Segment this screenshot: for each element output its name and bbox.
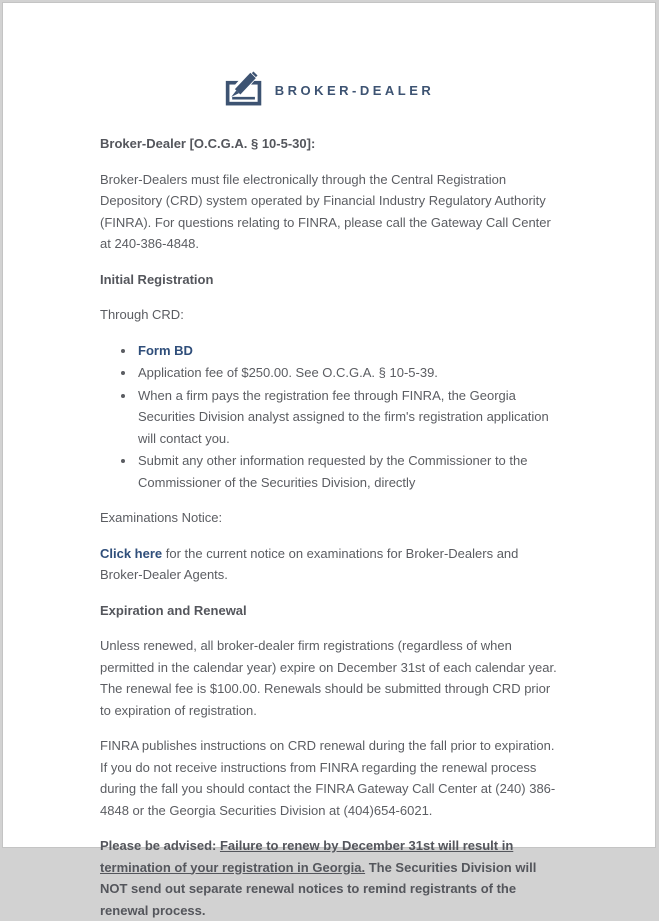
- examinations-notice-paragraph: [100, 543, 558, 586]
- examinations-notice-label: Examinations Notice:: [100, 510, 223, 525]
- renewal-paragraph: Unless renewed, all broker-dealer firm registrations (regardless of when permitted in the calendar year) expire on December 31st of each calendar year. The renewal fee is $100.00. Renewals should be submitted through CRD prior to expiration of registration.: [100, 638, 557, 718]
- advisory-paragraph: [100, 835, 558, 921]
- list-item-fee-payment-contact: [136, 385, 558, 450]
- list-item-label: Submit any other information requested by the Commissioner to the Commissioner of the Securities Division, directly: [138, 453, 528, 490]
- click-here-link[interactable]: Click here: [100, 545, 163, 561]
- list-item-submit-other-information: [136, 450, 558, 493]
- advisory-rest: The Securities Division will NOT send out separate renewal notices to remind registrants of the renewal process.: [100, 859, 537, 918]
- finra-instructions-paragraph: FINRA publishes instructions on CRD renewal during the fall prior to expiration. If you do not receive instructions from FINRA regarding the renewal process during the fall you should contact the FINRA Gateway Call Center at (240) 386-4848 or the Georgia Securities Division at (404)654-6021.: [100, 738, 556, 818]
- logo-wordmark: BROKER-DEALER: [274, 82, 435, 98]
- list-item-form-bd: [136, 340, 558, 362]
- heading-initial-registration: Initial Registration: [100, 271, 214, 287]
- crd-requirements-list: [100, 340, 558, 494]
- list-item-label: Application fee of $250.00. See O.C.G.A. § 10-5-39.: [138, 365, 438, 380]
- advisory-underlined-warning: Failure to renew by December 31st will result in termination of your registration in Georgia.: [100, 838, 514, 875]
- examinations-notice-rest: for the current notice on examinations for Broker-Dealers and Broker-Dealer Agents.: [100, 545, 519, 582]
- document-page: [2, 2, 656, 918]
- document-body: [100, 133, 558, 921]
- advisory-lead: Please be advised:: [100, 838, 220, 853]
- list-item-label: When a firm pays the registration fee through FINRA, the Georgia Securities Division analyst assigned to the firm's registration application will contact you.: [138, 387, 549, 446]
- through-crd-label: Through CRD:: [100, 307, 184, 322]
- list-item-application-fee: [136, 362, 558, 384]
- broker-dealer-logo: [100, 71, 558, 109]
- pen-signing-document-icon: [224, 71, 264, 109]
- heading-broker-dealer-statute: Broker-Dealer [O.C.G.A. § 10-5-30]:: [100, 136, 316, 151]
- heading-expiration-renewal: Expiration and Renewal: [100, 602, 247, 618]
- form-bd-link[interactable]: Form BD: [138, 342, 193, 358]
- intro-paragraph: Broker-Dealers must file electronically through the Central Registration Depository (CRD) system operated by Financial Industry Regulatory Authority (FINRA). For questions relating to FINRA, please call the Gateway Call Center at 240-386-4848.: [100, 171, 551, 251]
